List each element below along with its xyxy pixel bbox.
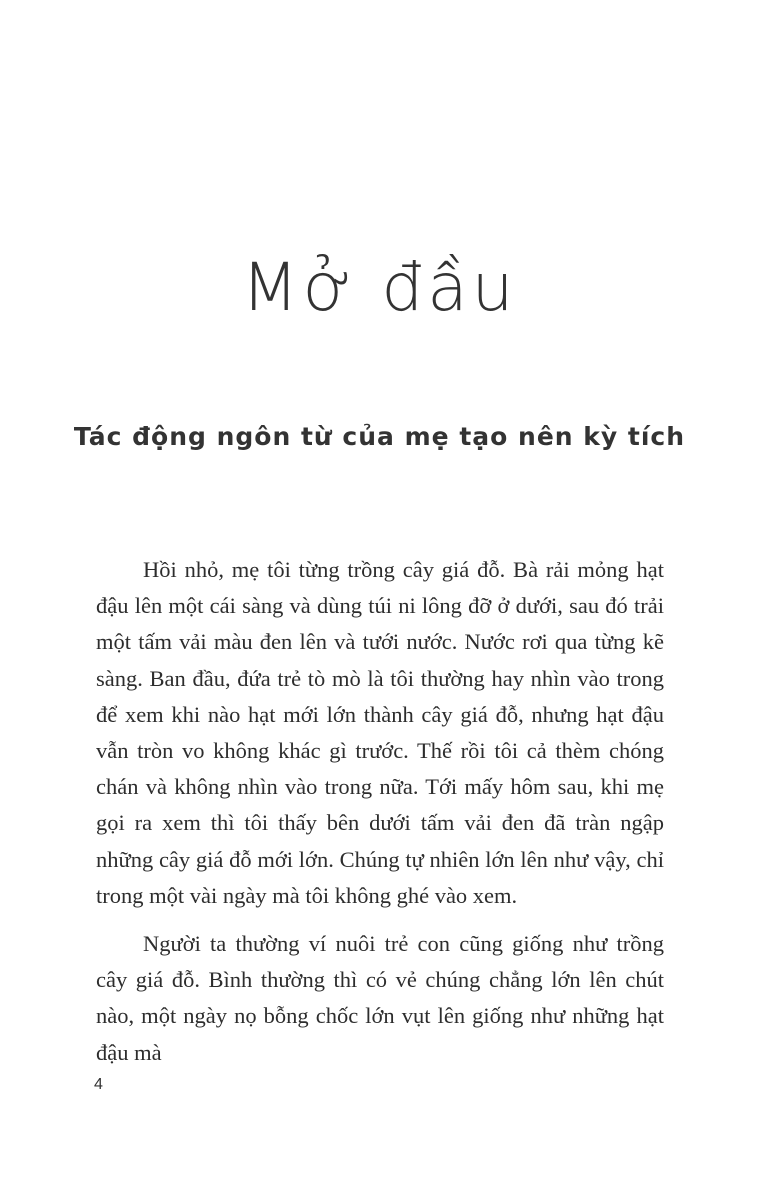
chapter-title: Mở đầu (241, 249, 518, 326)
paragraph: Hồi nhỏ, mẹ tôi từng trồng cây giá đỗ. Bà rải mỏng hạt đậu lên một cái sàng và dùng túi ni lông đỡ ở dưới, sau đó trải một tấm vải màu đen lên và tưới nước. Nước rơi qua từng kẽ sàng. Ban đầu, đứa trẻ tò mò là tôi thường hay nhìn vào trong để xem khi nào hạt mới lớn thành cây giá đỗ, nhưng hạt đậu vẫn tròn vo không khác gì trước. Thế rồi tôi cả thèm chóng chán và không nhìn vào trong nữa. Tới mấy hôm sau, khi mẹ gọi ra xem thì tôi thấy bên dưới tấm vải đen đã tràn ngập những cây giá đỗ mới lớn. Chúng tự nhiên lớn lên như vậy, chỉ trong một vài ngày mà tôi không ghé vào xem. (96, 557, 664, 908)
body-text (96, 552, 664, 1083)
paragraph: Người ta thường ví nuôi trẻ con cũng giống như trồng cây giá đỗ. Bình thường thì có vẻ chúng chẳng lớn lên chút nào, một ngày nọ bỗng chốc lớn vụt lên giống như những hạt đậu mà (96, 931, 664, 1065)
page-number: 4 (94, 1076, 103, 1093)
chapter-subtitle: Tác động ngôn từ của mẹ tạo nên kỳ tích (73, 422, 686, 451)
